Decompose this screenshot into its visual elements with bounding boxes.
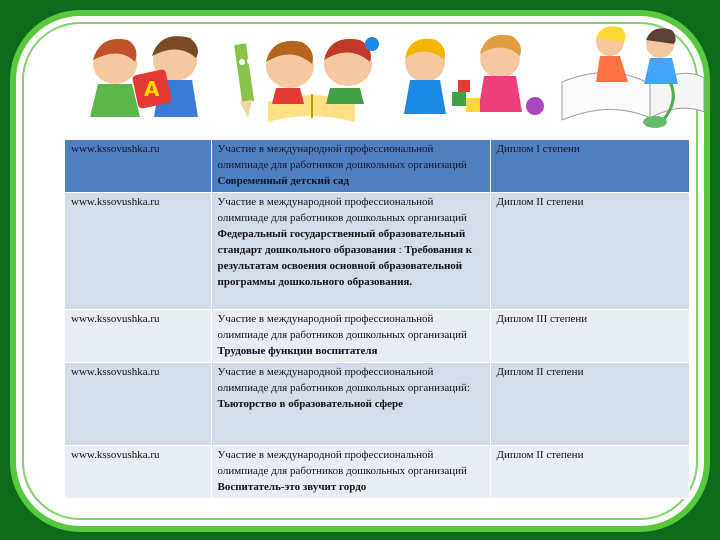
description-cell: Участие в международной профессиональной олимпиаде для работников дошкольных организаций Трудовые функции воспитателя: [211, 310, 490, 363]
table-row: [65, 446, 689, 499]
description-cell: Участие в международной профессиональной олимпиаде для работников дошкольных организаций Федеральный государственный образовательный стандарт дошкольного образования : Требования к результатам освоения основной образовательной программы дошкольного образования.: [211, 193, 490, 310]
site-link[interactable]: www.kssovushka.ru: [71, 143, 160, 155]
svg-text:A: A: [144, 77, 160, 101]
site-cell: [65, 140, 211, 193]
kids-reading-illustration: [266, 37, 379, 122]
children-clipart-banner: [80, 22, 710, 132]
table-row: [65, 140, 689, 193]
site-link[interactable]: www.kssovushka.ru: [71, 366, 160, 378]
award-cell: Диплом I степени: [490, 140, 689, 193]
site-link[interactable]: www.kssovushka.ru: [71, 449, 160, 461]
awards-table: [65, 140, 690, 499]
site-link[interactable]: www.kssovushka.ru: [71, 196, 160, 208]
description-cell: Участие в международной профессиональной олимпиаде для работников дошкольных организаций Воспитатель-это звучит гордо: [211, 446, 490, 499]
table-row: [65, 193, 689, 310]
table-row: [65, 310, 689, 363]
kids-with-block-illustration: [90, 36, 198, 117]
table-row: [65, 363, 689, 446]
award-cell: Диплом II степени: [490, 363, 689, 446]
site-cell: [65, 193, 211, 310]
award-cell: Диплом III степени: [490, 310, 689, 363]
pencil-illustration: [234, 43, 254, 118]
site-cell: [65, 446, 211, 499]
description-cell: Участие в международной профессиональной олимпиаде для работников дошкольных организаций Современный детский сад: [211, 140, 490, 193]
open-book-illustration: [562, 26, 704, 128]
award-cell: Диплом II степени: [490, 193, 689, 310]
site-cell: [65, 310, 211, 363]
site-cell: [65, 363, 211, 446]
description-cell: Участие в международной профессиональной олимпиаде для работников дошкольных организаций: Тьюторство в образовательной сфере: [211, 363, 490, 446]
kids-with-toys-illustration: [404, 35, 544, 115]
award-cell: Диплом II степени: [490, 446, 689, 499]
site-link[interactable]: www.kssovushka.ru: [71, 313, 160, 325]
